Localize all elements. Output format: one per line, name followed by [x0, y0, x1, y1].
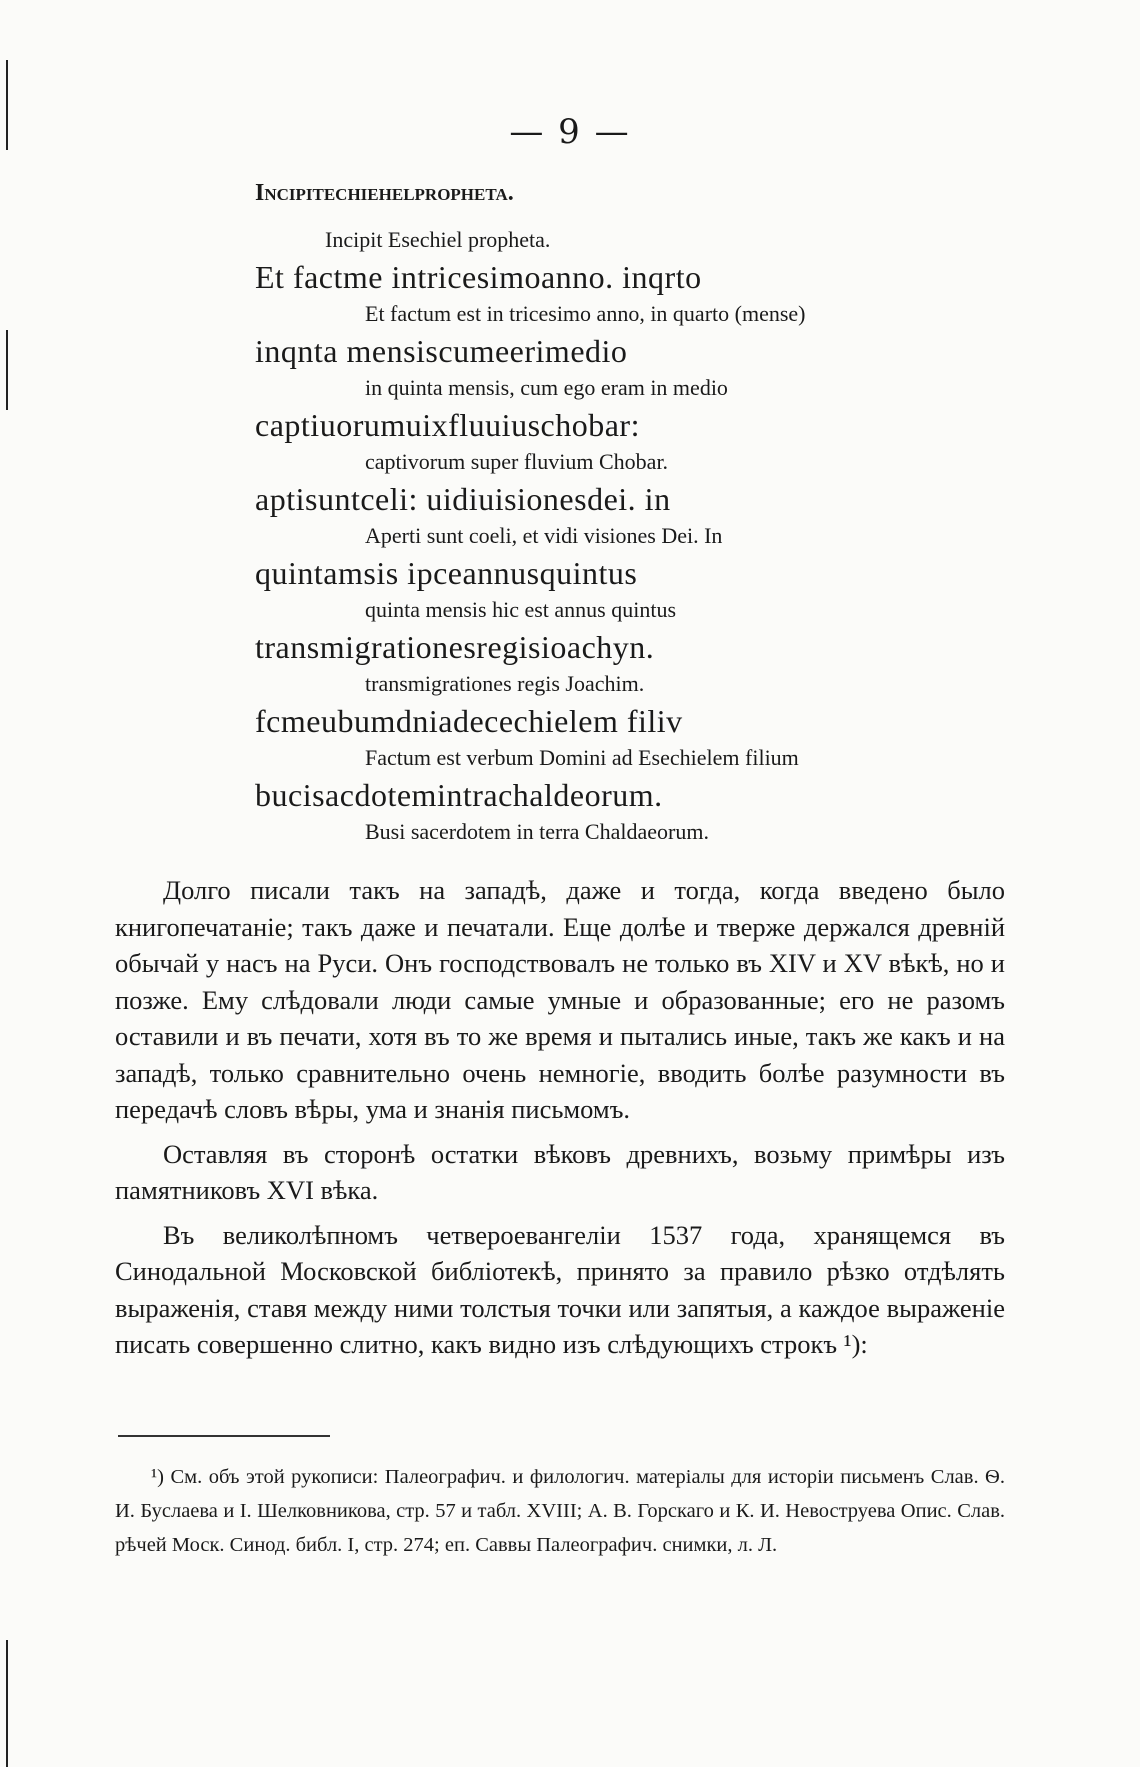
specimen-row	[255, 626, 1045, 700]
paragraph: Долго писали такъ на западѣ, даже и тогда, когда введено было книгопечатаніе; такъ даже и печатали. Еще долѣе и тверже держался древній обычай у насъ на Руси. Онъ господствовалъ не только въ XIV и XV вѣкѣ, но и позже. Ему слѣдовали люди самые умные и образованные; его не разомъ оставили и въ печати, хотя въ то же время и пытались иные, такъ же какъ и на западѣ, только сравнительно очень немногіе, вводить болѣе разумности въ передачѣ словъ вѣры, ума и знанія письмомъ.	[115, 875, 1005, 1124]
specimen-row	[255, 552, 1045, 626]
specimen-row	[255, 404, 1045, 478]
manuscript-line: bucisacdotemintrachaldeorum.	[255, 777, 663, 813]
specimen-row	[255, 256, 1045, 330]
manuscript-specimen	[255, 180, 1045, 848]
body-text	[115, 872, 1005, 1371]
specimen-title: Incipitechiehelpropheta.	[255, 180, 514, 206]
translation-line: transmigrationes regis Joachim.	[365, 671, 645, 696]
paragraph: Оставляя въ сторонѣ остатки вѣковъ древнихъ, возьму примѣры изъ памятниковъ XVI вѣка.	[115, 1138, 1005, 1205]
page-number: — 9 —	[509, 112, 631, 152]
specimen-first-translation: Incipit Esechiel propheta.	[325, 227, 551, 252]
specimen-row	[255, 330, 1045, 404]
specimen-row	[255, 700, 1045, 774]
footnote-rule	[118, 1435, 330, 1437]
manuscript-line: quintamsis ipceannusquintus	[255, 555, 638, 591]
translation-line: captivorum super fluvium Chobar.	[365, 449, 669, 474]
footnote: ¹) См. объ этой рукописи: Палеографич. и филологич. матеріалы для исторіи письменъ Слав. Ѳ. И. Буслаева и І. Шелковникова, стр. 57 и табл. XVIII; А. В. Горскаго и К. И. Невоструева Опис. Слав. рѣчей Моск. Синод. библ. І, стр. 274; еп. Саввы Палеографич. снимки, л. Л.	[115, 1466, 1005, 1556]
scan-edge-line	[6, 330, 8, 410]
manuscript-line: fcmeubumdniadecechielem filiv	[255, 703, 683, 739]
manuscript-line: transmigrationesregisioachyn.	[255, 629, 655, 665]
translation-line: Factum est verbum Domini ad Esechielem filium	[365, 745, 799, 770]
manuscript-line: Et factme intricesimoanno. inqrto	[255, 259, 702, 295]
specimen-row	[255, 774, 1045, 848]
manuscript-line: inqnta mensiscumeerimedio	[255, 333, 628, 369]
paragraph: Въ великолѣпномъ четвероевангеліи 1537 года, хранящемся въ Синодальной Московской библіотекѣ, принято за правило рѣзко отдѣлять выраженія, ставя между ними толстыя точки или запятыя, а каждое выраженіе писать совершенно слитно, какъ видно изъ слѣдующихъ строкъ ¹):	[115, 1219, 1005, 1359]
manuscript-line: captiuorumuixfluuiuschobar:	[255, 407, 640, 443]
manuscript-line: aptisuntceli: uidiuisionesdei. in	[255, 481, 671, 517]
translation-line: Aperti sunt coeli, et vidi visiones Dei. In	[365, 523, 723, 548]
translation-line: Et factum est in tricesimo anno, in quarto (mense)	[365, 301, 806, 326]
translation-line: in quinta mensis, cum ego eram in medio	[365, 375, 728, 400]
translation-line: quinta mensis hic est annus quintus	[365, 597, 677, 622]
specimen-row	[255, 478, 1045, 552]
translation-line: Busi sacerdotem in terra Chaldaeorum.	[365, 819, 709, 844]
scan-edge-line	[6, 1640, 8, 1767]
